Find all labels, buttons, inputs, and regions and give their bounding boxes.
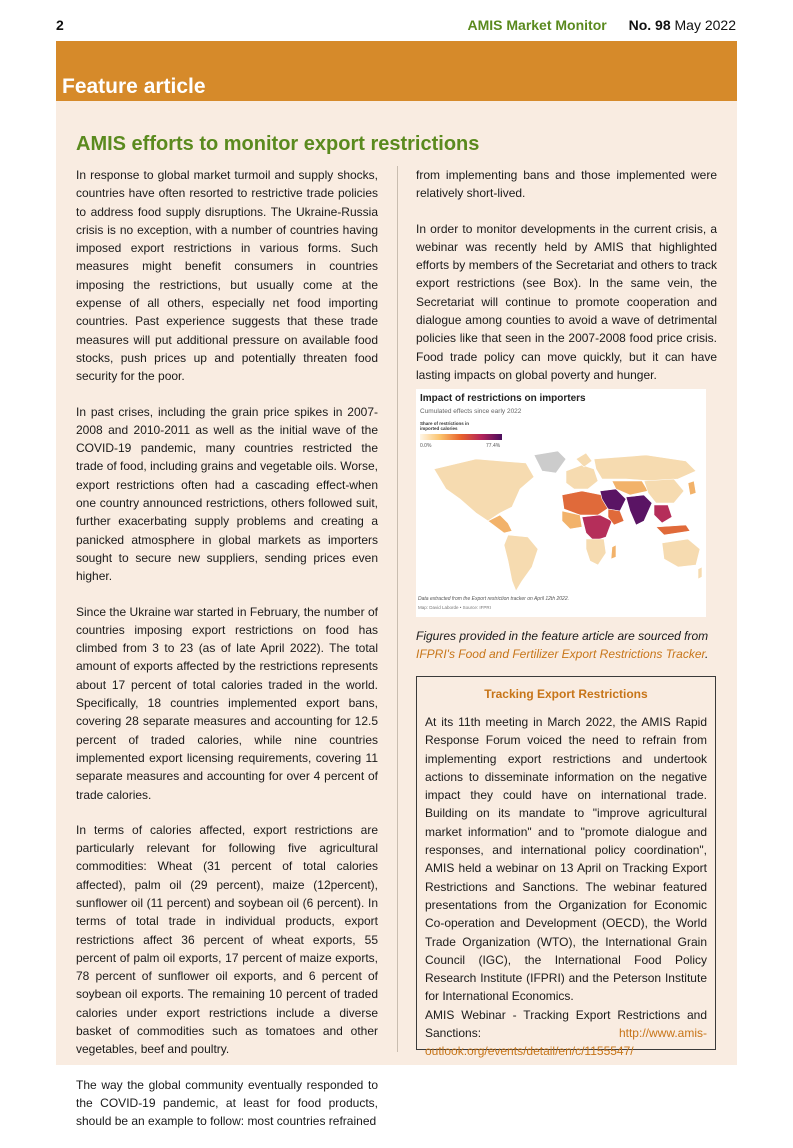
region-europe: [566, 465, 598, 489]
article-right-column: [416, 166, 717, 401]
legend-gradient: [420, 434, 502, 440]
box-webinar: [425, 1006, 707, 1061]
figure-credit: Map: David Laborde • Source: IFPRI: [418, 605, 491, 610]
region-greenland: [534, 451, 566, 473]
region-southern-africa: [586, 539, 606, 565]
section-banner: [56, 41, 737, 101]
paragraph: from implementing bans and those implemented were relatively short-lived.: [416, 168, 717, 201]
caption-suffix: .: [705, 647, 709, 662]
region-australia: [662, 539, 700, 567]
figure-subtitle: Cumulated effects since early 2022: [420, 408, 522, 415]
region-russia: [594, 455, 696, 481]
webinar-link[interactable]: http://www.amis-outlook.org/events/detail/en/c/1155547/: [425, 1026, 707, 1059]
figure-caption: [416, 627, 720, 664]
publication-title: AMIS Market Monitor: [467, 17, 607, 33]
caption-text: Figures provided in the feature article are sourced from: [416, 629, 709, 643]
restrictions-map-figure: [416, 389, 706, 617]
figure-source: Data extracted from the Export restriction tracker on April 12th 2022.: [418, 596, 569, 602]
paragraph: The way the global community eventually responded to the COVID-19 pandemic, at least for food products, should be an example to follow: most countries refrained: [76, 1077, 378, 1129]
legend-label: Share of restrictions in imported calories: [420, 421, 470, 431]
region-south-america: [504, 535, 538, 591]
section-title: Feature article: [62, 75, 206, 98]
region-india: [626, 495, 652, 525]
issue-number: No. 98: [628, 17, 671, 33]
region-east-africa: [582, 515, 612, 541]
region-scandinavia: [576, 453, 592, 467]
paragraph: Since the Ukraine war started in February, the number of countries imposing export restrictions on food has climbed from 3 to 23 (as of late April 2022). The total amount of exports affected by the restrictions represents about 17 percent of total calories traded in the world. Specifically, 18 countries implemented export bans, covering 28 separate measures and accounting for 12.5 percent of traded calories, while nine countries implemented export licensing requirements, covering 11 separate measures and accounting for over 4 percent of trade calories.: [76, 604, 378, 802]
issue-date: May 2022: [674, 17, 736, 33]
world-map: [416, 449, 706, 595]
page-header: [467, 17, 736, 33]
paragraph: In response to global market turmoil and supply shocks, countries have often resorted to restrictive trade policies to address food supply disruptions. The Ukraine-Russia crisis is no exception, with a number of countries having imposed export restrictions in various forms. Such measures might benefit consumers in countries imposing the restrictions, but usually come at the expense of all others, especially net food importing countries. Past experience suggests that these trade measures will put additional pressure on available food stocks, push prices up and potentially threaten food security for the poor.: [76, 168, 378, 384]
box-body: [425, 713, 707, 1061]
region-madagascar: [611, 545, 616, 559]
box-paragraph: At its 11th meeting in March 2022, the AMIS Rapid Response Forum voiced the need to refrain from implementing export restrictions and undertook actions to disseminate information on the negative impact they could have on international trade. Building on its mandate to "improve agricultural market information" and to "promote dialogue and responses, and international policy coordination", AMIS held a webinar on 13 April on Tracking Export Restrictions and Sanctions. The webinar featured presentations from the Organization for Economic Co-operation and Development (OECD), the World Trade Organization (WTO), the International Grain Council (IGC), the International Food Policy Research Institute (IFPRI) and the Peterson Institute for International Economics.: [425, 715, 707, 1004]
paragraph: In terms of calories affected, export restrictions are particularly relevant for following five agricultural commodities: Wheat (31 percent of total calories affected), palm oil (29 percent), maize (12percent), sunflower oil (11 percent) and soybean oil (6 percent). In terms of total trade in individual products, export restrictions affect 36 percent of wheat exports, 55 percent of palm oil exports, 17 percent of maize exports, 78 percent of sunflower oil exports, and 6 percent of soybean oil exports. The remaining 10 percent of traded calories under export restrictions include a diverse basket of commodities such as tomatoes and other vegetables, beef and poultry.: [76, 822, 378, 1057]
region-southeast-asia: [654, 505, 672, 523]
legend-max: 77.4%: [486, 443, 501, 449]
region-indonesia: [656, 525, 690, 535]
article-left-column: [76, 166, 378, 1148]
tracking-box: [416, 676, 716, 1059]
box-title: Tracking Export Restrictions: [484, 687, 648, 701]
article-title: AMIS efforts to monitor export restrictions: [76, 133, 480, 155]
region-japan: [688, 481, 696, 495]
figure-title: Impact of restrictions on importers: [420, 393, 586, 404]
page-number: 2: [56, 17, 64, 33]
region-new-zealand: [698, 567, 702, 579]
webinar-label: AMIS Webinar - Tracking Export Restrictions and Sanctions:: [425, 1007, 707, 1041]
legend-min: 0.0%: [420, 443, 432, 449]
column-divider: [397, 166, 398, 1052]
region-north-america: [434, 459, 534, 521]
paragraph: In order to monitor developments in the current crisis, a webinar was recently held by AMIS that highlighted efforts by members of the Secretariat and others to track export restrictions (see Box). In the same vein, the Secretariat will continue to promote cooperation and dialogue among counties to avoid a wave of detrimental policies like that seen in the 2007-2008 food price crisis. Food trade policy can move quickly, but it can have lasting impacts on global poverty and hunger.: [416, 221, 717, 382]
paragraph: In past crises, including the grain price spikes in 2007-2008 and 2010-2011 as well as the initial wave of the COVID-19 pandemic, many countries restricted the trade of food, including grains and vegetable oils. Worse, export restrictions often had a cascading effect-when one country announced restrictions, others followed suit, further exacerbating supply problems and creating a panicked atmosphere in global markets as importers sought to secure new suppliers, sending prices even higher.: [76, 404, 378, 584]
region-china: [644, 479, 684, 503]
caption-tracker-link[interactable]: IFPRI's Food and Fertilizer Export Restrictions Tracker: [416, 647, 706, 662]
